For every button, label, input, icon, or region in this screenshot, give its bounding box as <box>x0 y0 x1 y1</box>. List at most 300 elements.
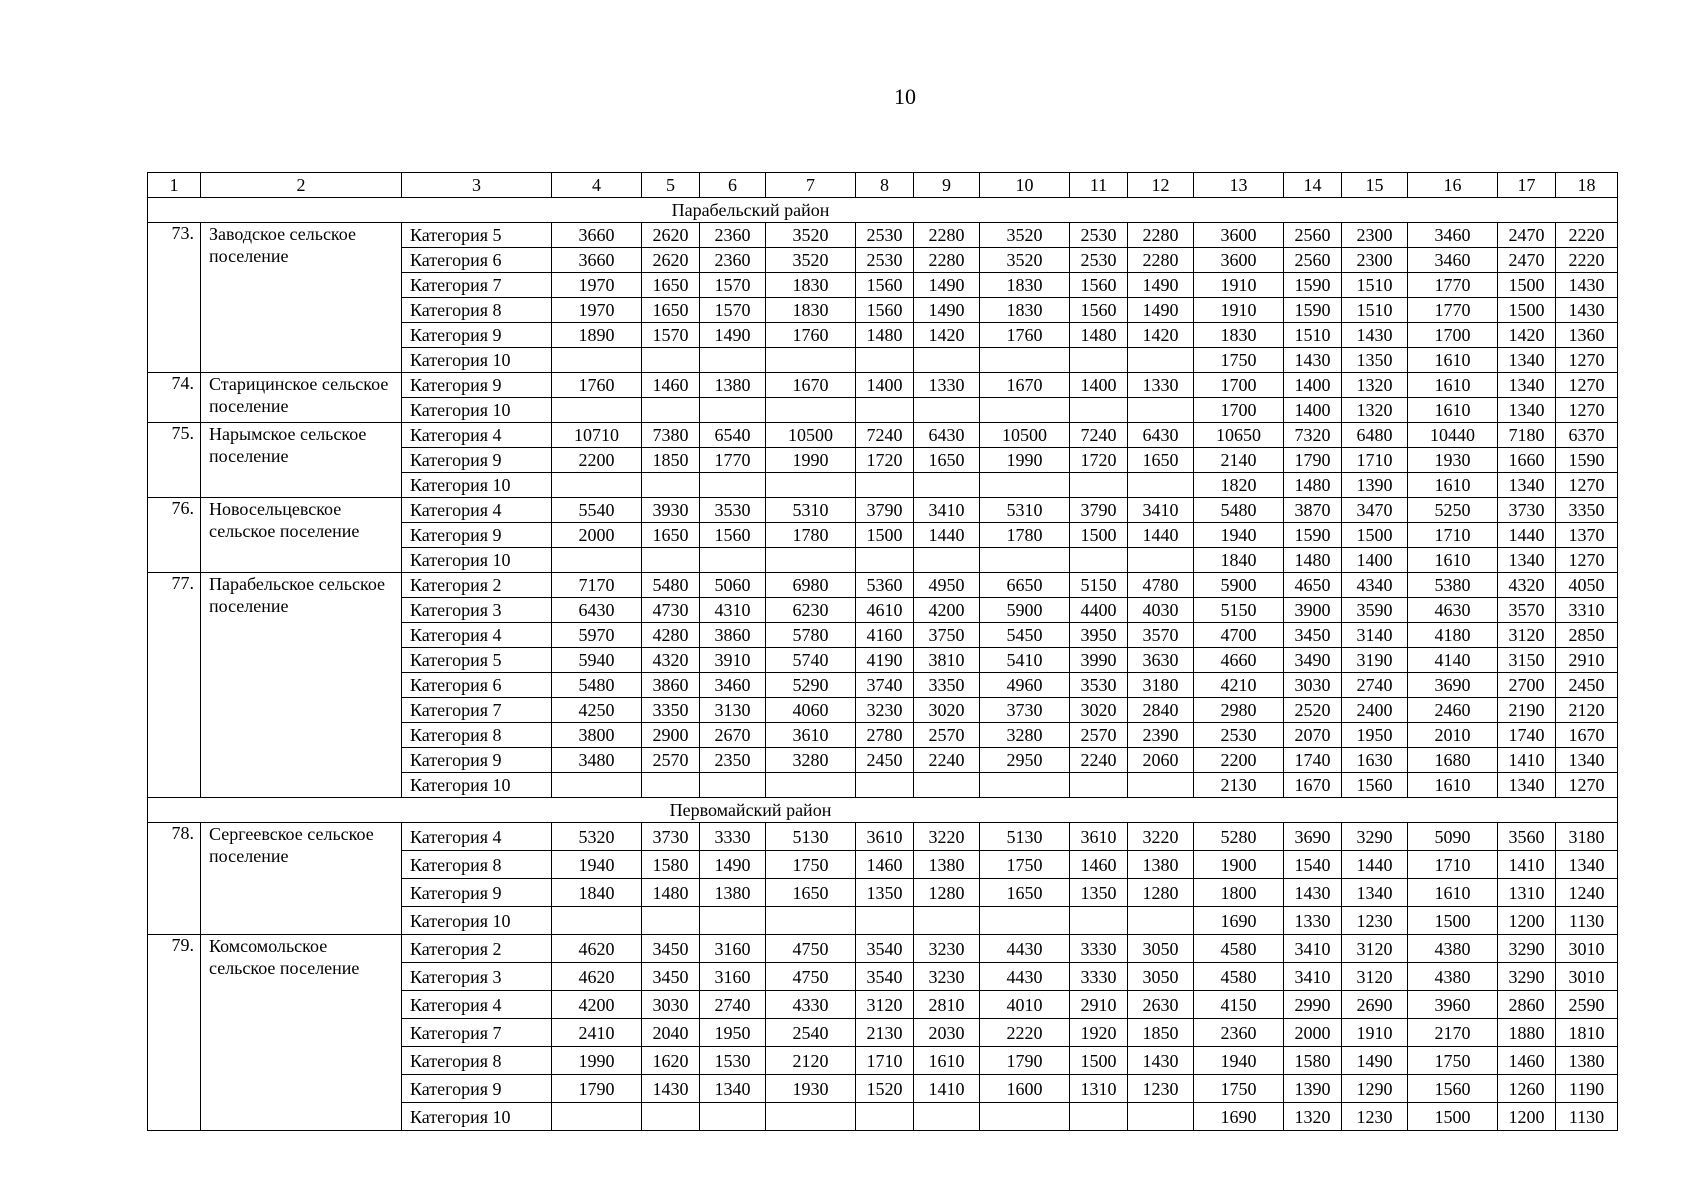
value-cell: 1460 <box>642 373 700 398</box>
value-cell: 3180 <box>1556 823 1618 851</box>
value-cell: 3600 <box>1194 248 1284 273</box>
value-cell: 1610 <box>1408 773 1498 798</box>
value-cell: 4750 <box>766 963 856 991</box>
value-cell: 1290 <box>1342 1075 1408 1103</box>
column-header: 15 <box>1342 173 1408 198</box>
value-cell: 1590 <box>1284 523 1342 548</box>
value-cell: 1380 <box>1556 1047 1618 1075</box>
value-cell: 1630 <box>1342 748 1408 773</box>
category-label: Категория 5 <box>402 648 552 673</box>
value-cell: 4210 <box>1194 673 1284 698</box>
value-cell: 1330 <box>1128 373 1194 398</box>
value-cell: 3690 <box>1408 673 1498 698</box>
value-cell: 3120 <box>856 991 914 1019</box>
value-cell: 4250 <box>552 698 642 723</box>
value-cell <box>856 473 914 498</box>
value-cell: 1620 <box>642 1047 700 1075</box>
value-cell: 4200 <box>552 991 642 1019</box>
value-cell: 3630 <box>1128 648 1194 673</box>
value-cell: 4150 <box>1194 991 1284 1019</box>
value-cell: 2390 <box>1128 723 1194 748</box>
settlement-name: Новосельцевское сельское поселение <box>201 498 402 573</box>
value-cell: 1590 <box>1284 298 1342 323</box>
category-label: Категория 6 <box>402 673 552 698</box>
value-cell: 2530 <box>856 223 914 248</box>
category-label: Категория 9 <box>402 879 552 907</box>
value-cell: 4330 <box>766 991 856 1019</box>
value-cell: 4380 <box>1408 963 1498 991</box>
value-cell: 2120 <box>1556 698 1618 723</box>
value-cell: 4010 <box>980 991 1070 1019</box>
value-cell <box>1128 398 1194 423</box>
value-cell: 2860 <box>1498 991 1556 1019</box>
value-cell: 6480 <box>1342 423 1408 448</box>
value-cell: 1270 <box>1556 348 1618 373</box>
value-cell: 1490 <box>1342 1047 1408 1075</box>
value-cell: 1670 <box>1284 773 1342 798</box>
value-cell: 2910 <box>1556 648 1618 673</box>
value-cell: 1280 <box>1128 879 1194 907</box>
value-cell: 2070 <box>1284 723 1342 748</box>
value-cell: 1650 <box>914 448 980 473</box>
value-cell: 2000 <box>1284 1019 1342 1047</box>
column-header: 8 <box>856 173 914 198</box>
value-cell: 3190 <box>1342 648 1408 673</box>
value-cell: 1130 <box>1556 1103 1618 1131</box>
value-cell: 1990 <box>552 1047 642 1075</box>
value-cell <box>552 348 642 373</box>
value-cell: 3230 <box>914 963 980 991</box>
value-cell: 4160 <box>856 623 914 648</box>
value-cell: 1700 <box>1408 323 1498 348</box>
category-label: Категория 4 <box>402 623 552 648</box>
value-cell: 3220 <box>914 823 980 851</box>
value-cell: 2220 <box>1556 223 1618 248</box>
value-cell: 5290 <box>766 673 856 698</box>
value-cell: 3810 <box>914 648 980 673</box>
value-cell: 1320 <box>1284 1103 1342 1131</box>
value-cell: 2240 <box>914 748 980 773</box>
value-cell: 1690 <box>1194 907 1284 935</box>
category-label: Категория 4 <box>402 498 552 523</box>
table-row <box>148 573 1618 598</box>
category-label: Категория 4 <box>402 991 552 1019</box>
value-cell: 1610 <box>1408 348 1498 373</box>
value-cell: 4400 <box>1070 598 1128 623</box>
value-cell: 1500 <box>856 523 914 548</box>
value-cell: 4430 <box>980 963 1070 991</box>
value-cell: 1380 <box>914 851 980 879</box>
value-cell: 1540 <box>1284 851 1342 879</box>
value-cell: 3540 <box>856 935 914 963</box>
value-cell: 2560 <box>1284 248 1342 273</box>
value-cell: 3130 <box>700 698 766 723</box>
value-cell <box>914 473 980 498</box>
value-cell: 1500 <box>1408 907 1498 935</box>
value-cell: 1430 <box>1556 298 1618 323</box>
value-cell <box>1070 473 1128 498</box>
value-cell: 4280 <box>642 623 700 648</box>
value-cell: 1500 <box>1070 523 1128 548</box>
value-cell: 1770 <box>700 448 766 473</box>
value-cell: 1970 <box>552 298 642 323</box>
value-cell: 2280 <box>914 248 980 273</box>
value-cell <box>980 907 1070 935</box>
value-cell: 4380 <box>1408 935 1498 963</box>
value-cell: 1390 <box>1342 473 1408 498</box>
value-cell <box>552 907 642 935</box>
value-cell: 1710 <box>856 1047 914 1075</box>
value-cell: 5310 <box>766 498 856 523</box>
value-cell: 1430 <box>642 1075 700 1103</box>
value-cell: 4620 <box>552 963 642 991</box>
value-cell: 1700 <box>1194 373 1284 398</box>
category-label: Категория 7 <box>402 273 552 298</box>
value-cell: 6430 <box>552 598 642 623</box>
value-cell: 3410 <box>1284 963 1342 991</box>
value-cell: 1320 <box>1342 373 1408 398</box>
value-cell: 2540 <box>766 1019 856 1047</box>
value-cell: 1670 <box>1556 723 1618 748</box>
category-label: Категория 10 <box>402 348 552 373</box>
value-cell: 1390 <box>1284 1075 1342 1103</box>
value-cell: 4660 <box>1194 648 1284 673</box>
value-cell: 3350 <box>642 698 700 723</box>
value-cell: 2950 <box>980 748 1070 773</box>
value-cell <box>766 773 856 798</box>
district-name: Парабельский район <box>671 200 830 220</box>
value-cell <box>914 348 980 373</box>
value-cell <box>766 348 856 373</box>
value-cell: 2280 <box>1128 223 1194 248</box>
value-cell: 1660 <box>1498 448 1556 473</box>
header-row <box>148 173 1618 198</box>
value-cell <box>856 548 914 573</box>
value-cell: 2530 <box>1194 723 1284 748</box>
value-cell: 1610 <box>1408 879 1498 907</box>
category-label: Категория 10 <box>402 473 552 498</box>
value-cell: 3470 <box>1342 498 1408 523</box>
value-cell: 2740 <box>1342 673 1408 698</box>
value-cell: 5150 <box>1194 598 1284 623</box>
value-cell <box>642 473 700 498</box>
value-cell: 2630 <box>1128 991 1194 1019</box>
value-cell: 1200 <box>1498 907 1556 935</box>
value-cell: 2360 <box>700 248 766 273</box>
value-cell: 3290 <box>1498 963 1556 991</box>
value-cell: 1460 <box>1070 851 1128 879</box>
value-cell: 10710 <box>552 423 642 448</box>
value-cell: 2690 <box>1342 991 1408 1019</box>
value-cell: 2040 <box>642 1019 700 1047</box>
value-cell: 4430 <box>980 935 1070 963</box>
value-cell: 2280 <box>1128 248 1194 273</box>
table-row <box>148 823 1618 851</box>
value-cell: 3990 <box>1070 648 1128 673</box>
column-header: 18 <box>1556 173 1618 198</box>
value-cell: 1580 <box>1284 1047 1342 1075</box>
value-cell: 2620 <box>642 223 700 248</box>
value-cell: 3350 <box>1556 498 1618 523</box>
value-cell: 3020 <box>914 698 980 723</box>
value-cell: 5130 <box>980 823 1070 851</box>
value-cell: 1240 <box>1556 879 1618 907</box>
value-cell: 1790 <box>1284 448 1342 473</box>
value-cell: 1460 <box>856 851 914 879</box>
column-header: 17 <box>1498 173 1556 198</box>
category-label: Категория 5 <box>402 223 552 248</box>
value-cell: 1600 <box>980 1075 1070 1103</box>
value-cell: 1830 <box>1194 323 1284 348</box>
category-label: Категория 9 <box>402 1075 552 1103</box>
value-cell <box>980 473 1070 498</box>
value-cell: 2620 <box>642 248 700 273</box>
value-cell: 3230 <box>914 935 980 963</box>
value-cell: 1710 <box>1408 851 1498 879</box>
value-cell: 2570 <box>914 723 980 748</box>
value-cell: 3900 <box>1284 598 1342 623</box>
settlement-number: 74. <box>148 373 201 423</box>
value-cell: 2400 <box>1342 698 1408 723</box>
value-cell: 4050 <box>1556 573 1618 598</box>
category-label: Категория 4 <box>402 823 552 851</box>
value-cell: 2530 <box>856 248 914 273</box>
value-cell: 1340 <box>700 1075 766 1103</box>
value-cell: 1380 <box>700 879 766 907</box>
value-cell <box>1070 773 1128 798</box>
value-cell: 1340 <box>1498 548 1556 573</box>
value-cell: 5480 <box>1194 498 1284 523</box>
value-cell: 5150 <box>1070 573 1128 598</box>
value-cell <box>1070 548 1128 573</box>
value-cell: 5900 <box>980 598 1070 623</box>
value-cell: 3150 <box>1498 648 1556 673</box>
value-cell: 2900 <box>642 723 700 748</box>
value-cell: 3120 <box>1342 963 1408 991</box>
value-cell: 1590 <box>1556 448 1618 473</box>
value-cell <box>552 473 642 498</box>
value-cell: 1230 <box>1342 907 1408 935</box>
value-cell: 3790 <box>1070 498 1128 523</box>
value-cell <box>552 773 642 798</box>
value-cell: 2990 <box>1284 991 1342 1019</box>
value-cell: 1710 <box>1342 448 1408 473</box>
tariff-table <box>147 172 1618 1131</box>
value-cell: 1410 <box>1498 748 1556 773</box>
value-cell: 3010 <box>1556 963 1618 991</box>
value-cell: 3230 <box>856 698 914 723</box>
value-cell: 1420 <box>914 323 980 348</box>
value-cell: 4630 <box>1408 598 1498 623</box>
column-header: 10 <box>980 173 1070 198</box>
value-cell: 1560 <box>1342 773 1408 798</box>
value-cell: 1930 <box>766 1075 856 1103</box>
value-cell: 1350 <box>856 879 914 907</box>
value-cell: 2220 <box>980 1019 1070 1047</box>
value-cell: 1760 <box>980 323 1070 348</box>
value-cell: 1340 <box>1498 348 1556 373</box>
value-cell: 1480 <box>642 879 700 907</box>
value-cell: 4030 <box>1128 598 1194 623</box>
value-cell: 1480 <box>856 323 914 348</box>
value-cell: 1430 <box>1128 1047 1194 1075</box>
value-cell: 1340 <box>1498 773 1556 798</box>
value-cell: 4700 <box>1194 623 1284 648</box>
value-cell: 2300 <box>1342 223 1408 248</box>
value-cell <box>980 773 1070 798</box>
value-cell: 1270 <box>1556 473 1618 498</box>
settlement-number: 77. <box>148 573 201 798</box>
value-cell: 1670 <box>980 373 1070 398</box>
table-row <box>148 498 1618 523</box>
value-cell: 1710 <box>1408 523 1498 548</box>
value-cell: 1200 <box>1498 1103 1556 1131</box>
category-label: Категория 7 <box>402 698 552 723</box>
value-cell: 1830 <box>766 273 856 298</box>
value-cell: 3610 <box>856 823 914 851</box>
value-cell <box>1070 907 1128 935</box>
value-cell: 1340 <box>1556 851 1618 879</box>
value-cell: 2570 <box>642 748 700 773</box>
value-cell: 3520 <box>766 248 856 273</box>
value-cell: 1830 <box>980 298 1070 323</box>
value-cell: 1430 <box>1342 323 1408 348</box>
value-cell: 3860 <box>642 673 700 698</box>
value-cell: 2850 <box>1556 623 1618 648</box>
value-cell: 1500 <box>1342 523 1408 548</box>
value-cell: 3160 <box>700 935 766 963</box>
value-cell: 5320 <box>552 823 642 851</box>
value-cell: 1530 <box>700 1047 766 1075</box>
value-cell: 4650 <box>1284 573 1342 598</box>
value-cell: 1790 <box>980 1047 1070 1075</box>
value-cell: 1770 <box>1408 273 1498 298</box>
value-cell: 1340 <box>1498 373 1556 398</box>
value-cell: 1900 <box>1194 851 1284 879</box>
value-cell: 1580 <box>642 851 700 879</box>
value-cell: 1650 <box>642 298 700 323</box>
value-cell: 5480 <box>552 673 642 698</box>
value-cell: 1480 <box>1284 473 1342 498</box>
value-cell: 1840 <box>552 879 642 907</box>
value-cell: 1910 <box>1194 273 1284 298</box>
value-cell: 5540 <box>552 498 642 523</box>
settlement-number: 73. <box>148 223 201 373</box>
value-cell: 3290 <box>1498 935 1556 963</box>
value-cell: 3790 <box>856 498 914 523</box>
value-cell: 1270 <box>1556 548 1618 573</box>
value-cell: 4320 <box>642 648 700 673</box>
value-cell: 1560 <box>1070 298 1128 323</box>
value-cell: 3600 <box>1194 223 1284 248</box>
value-cell: 1970 <box>552 273 642 298</box>
value-cell: 1990 <box>980 448 1070 473</box>
column-header: 2 <box>201 173 402 198</box>
value-cell: 1260 <box>1498 1075 1556 1103</box>
category-label: Категория 4 <box>402 423 552 448</box>
value-cell: 1950 <box>700 1019 766 1047</box>
value-cell: 1650 <box>642 523 700 548</box>
value-cell: 1830 <box>766 298 856 323</box>
value-cell: 3660 <box>552 248 642 273</box>
value-cell: 1750 <box>1194 1075 1284 1103</box>
value-cell <box>642 398 700 423</box>
value-cell: 6370 <box>1556 423 1618 448</box>
value-cell: 4610 <box>856 598 914 623</box>
value-cell: 1560 <box>1070 273 1128 298</box>
value-cell: 3280 <box>766 748 856 773</box>
value-cell: 2000 <box>552 523 642 548</box>
value-cell: 3930 <box>642 498 700 523</box>
value-cell: 3460 <box>1408 223 1498 248</box>
settlement-name: Комсомольское сельское поселение <box>201 935 402 1131</box>
value-cell: 6230 <box>766 598 856 623</box>
value-cell: 1490 <box>700 323 766 348</box>
value-cell: 2190 <box>1498 698 1556 723</box>
value-cell: 4780 <box>1128 573 1194 598</box>
value-cell: 1510 <box>1284 323 1342 348</box>
value-cell: 1480 <box>1284 548 1342 573</box>
district-cell <box>148 798 1618 823</box>
value-cell: 1880 <box>1498 1019 1556 1047</box>
value-cell: 5310 <box>980 498 1070 523</box>
value-cell: 4620 <box>552 935 642 963</box>
value-cell <box>1070 1103 1128 1131</box>
settlement-number: 78. <box>148 823 201 935</box>
value-cell: 4180 <box>1408 623 1498 648</box>
value-cell: 2840 <box>1128 698 1194 723</box>
value-cell: 1460 <box>1498 1047 1556 1075</box>
value-cell: 3530 <box>700 498 766 523</box>
value-cell <box>1128 773 1194 798</box>
value-cell: 3740 <box>856 673 914 698</box>
value-cell: 2170 <box>1408 1019 1498 1047</box>
value-cell: 5970 <box>552 623 642 648</box>
value-cell <box>980 398 1070 423</box>
value-cell: 2530 <box>1070 223 1128 248</box>
value-cell: 1990 <box>766 448 856 473</box>
category-label: Категория 9 <box>402 448 552 473</box>
value-cell: 3410 <box>1284 935 1342 963</box>
category-label: Категория 9 <box>402 748 552 773</box>
value-cell: 1230 <box>1128 1075 1194 1103</box>
value-cell: 1840 <box>1194 548 1284 573</box>
value-cell: 1440 <box>914 523 980 548</box>
district-cell <box>148 198 1618 223</box>
value-cell: 2590 <box>1556 991 1618 1019</box>
value-cell: 1330 <box>1284 907 1342 935</box>
value-cell: 1410 <box>1498 851 1556 879</box>
value-cell <box>914 1103 980 1131</box>
value-cell <box>856 1103 914 1131</box>
value-cell: 3520 <box>980 248 1070 273</box>
value-cell: 1770 <box>1408 298 1498 323</box>
value-cell: 1560 <box>1408 1075 1498 1103</box>
column-header: 6 <box>700 173 766 198</box>
value-cell: 1230 <box>1342 1103 1408 1131</box>
value-cell <box>642 907 700 935</box>
column-header: 12 <box>1128 173 1194 198</box>
value-cell: 1430 <box>1556 273 1618 298</box>
value-cell: 2360 <box>1194 1019 1284 1047</box>
value-cell: 3730 <box>1498 498 1556 523</box>
table-row <box>148 423 1618 448</box>
district-row <box>148 198 1618 223</box>
value-cell: 1750 <box>1194 348 1284 373</box>
settlement-number: 76. <box>148 498 201 573</box>
value-cell: 10500 <box>766 423 856 448</box>
value-cell <box>1128 548 1194 573</box>
